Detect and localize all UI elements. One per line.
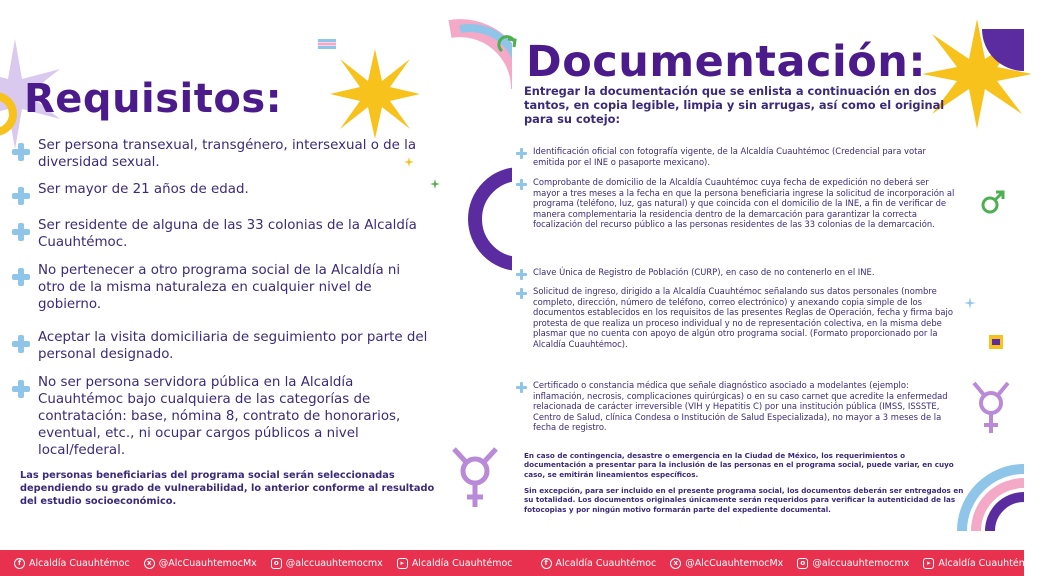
plus-bullet-icon (12, 380, 30, 398)
contingency-note: En caso de contingencia, desastre o emergencia en la Ciudad de México, los requerimientos o documentación a presentar para la inclusión de las personas en el programa social, puede variar, en cuyo caso, se emitirán lineamientos específicos. (524, 451, 954, 479)
yellow-square-decoration (988, 334, 1004, 350)
list-item: Aceptar la visita domiciliaria de seguimiento por parte del personal designado. (12, 329, 428, 363)
transgender-symbol-icon (448, 441, 502, 511)
trans-flag-dash-decoration (318, 39, 336, 49)
list-item: No ser persona servidora pública en la Alcaldía Cuauhtémoc bajo cualquiera de las categorías de contratación: base, nómina 8, contrato de honorarios, eventual, etc., ni ocupar cargos públicos a nivel local/federal. (12, 374, 428, 459)
selection-note: Las personas beneficiarias del programa social serán seleccionadas dependiendo su grado de vulnerabilidad, lo anterior conforme al resultado del estudio socioeconómico. (20, 470, 435, 507)
list-item: Solicitud de ingreso, dirigido a la Alcaldía Cuauhtémoc señalando sus datos personales (nombre completo, dirección, número de teléfono, correo electrónico) y anexando copia simple de los documentos establecidos en los requisitos de las presentes Reglas de Operación, fecha y firma bajo protesta de que realiza un proceso individual y no de representación colectiva, en la misma debe plasmar que no cuenta con apoyo de algún otro programa social. (Formato proporcionado por la Alcaldía Cuauhtémoc). (516, 286, 956, 350)
plus-bullet-icon (12, 335, 30, 353)
plus-bullet-icon (12, 268, 30, 286)
documentacion-title: Documentación: (526, 37, 927, 87)
sparkle-blue-decoration (964, 297, 976, 309)
plus-bullet-icon (516, 288, 527, 299)
plus-bullet-icon (516, 269, 527, 280)
footer-facebook[interactable]: f Alcaldía Cuauhtémoc (541, 558, 657, 569)
list-item: Ser residente de alguna de las 33 colonias de la Alcaldía Cuauhtémoc. (12, 217, 428, 251)
purple-quarter-decoration (982, 29, 1024, 71)
instagram-icon: o (797, 558, 808, 569)
footer-instagram[interactable]: o @alccuauhtemocmx (797, 558, 909, 569)
transgender-symbol-icon (968, 377, 1014, 437)
sparkle-green-decoration (430, 179, 440, 189)
youtube-icon: ▸ (397, 558, 408, 569)
male-symbol-icon (980, 189, 1006, 215)
social-footer (0, 550, 1039, 576)
x-icon: x (670, 558, 681, 569)
plus-bullet-icon (516, 382, 527, 393)
x-icon: x (144, 558, 155, 569)
footer-facebook[interactable]: f Alcaldía Cuauhtémoc (14, 558, 130, 569)
plus-bullet-icon (516, 179, 527, 190)
youtube-icon: ▸ (923, 558, 934, 569)
list-item: Certificado o constancia médica que señale diagnóstico asociado a modelantes (ejemplo: inflamación, necrosis, complicaciones quirúrgicas) o en su caso carnet que acredite la enfermedad relacionada de carácter irreversible (VIH y Hepatitis C) por una institución pública (IMSS, ISSSTE, Centro de Salud, clínica Condesa o Institución de Salud Especializada), no mayor a 3 meses de la fecha de registro. (516, 380, 956, 433)
plus-bullet-icon (12, 187, 30, 205)
footer-x[interactable]: x @AlcCuauhtemocMx (144, 558, 257, 569)
list-item: Clave Única de Registro de Población (CURP), en caso de no contenerlo en el INE. (516, 267, 956, 280)
list-item: Comprobante de domicilio de la Alcaldía Cuauhtémoc cuya fecha de expedición no deberá ser mayor a tres meses a la fecha en que la persona beneficiaria ingrese la solicitud de incorporación al programa (teléfono, luz, gas natural) y que coincida con el domicilio de la INE, a fin de verificar de manera complementaria la residencia dentro de la demarcación para garantizar la correcta focalización del recurso público a las personas residentes de las 33 colonias de la demarcación. (516, 177, 956, 230)
starburst-yellow-decoration (330, 49, 420, 139)
footer-youtube[interactable]: ▸ Alcaldía Cuauhtémoc (397, 558, 513, 569)
footer-youtube[interactable]: ▸ Alcaldía Cuauhtémoc (923, 558, 1039, 569)
plus-bullet-icon (12, 143, 30, 161)
documentacion-intro: Entregar la documentación que se enlista a continuación en dos tantos, en copia legible, limpia y sin arrugas, así como el original para su cotejo: (524, 84, 945, 127)
plus-bullet-icon (12, 223, 30, 241)
instagram-icon: o (271, 558, 282, 569)
list-item: Ser persona transexual, transgénero, intersexual o de la diversidad sexual. (12, 137, 428, 171)
documentacion-panel (512, 29, 1024, 549)
requisitos-panel (0, 29, 512, 549)
list-item: Identificación oficial con fotografía vigente, de la Alcaldía Cuauhtémoc (Credencial para votar emitida por el INE o pasaporte mexicano). (516, 146, 956, 167)
requisitos-title: Requisitos: (24, 76, 283, 122)
yellow-ring-decoration (0, 89, 20, 139)
facebook-icon: f (14, 558, 25, 569)
purple-arc-decoration (460, 169, 520, 269)
green-arrow-decoration (498, 35, 520, 57)
list-item: No pertenecer a otro programa social de la Alcaldía ni otro de la misma naturaleza en cualquier nivel de gobierno. (12, 262, 428, 313)
footer-x[interactable]: x @AlcCuauhtemocMx (670, 558, 783, 569)
facebook-icon: f (541, 558, 552, 569)
footer-instagram[interactable]: o @alccuauhtemocmx (271, 558, 383, 569)
closing-note: Sin excepción, para ser incluido en el presente programa social, los documentos deberán ser entregados en su totalidad. Los documentos originales únicamente serán requeridos para verificar la autenticidad de las fotocopias y por ningún motivo formarán parte del expediente documental. (524, 486, 964, 514)
plus-bullet-icon (516, 148, 527, 159)
list-item: Ser mayor de 21 años de edad. (12, 181, 428, 205)
